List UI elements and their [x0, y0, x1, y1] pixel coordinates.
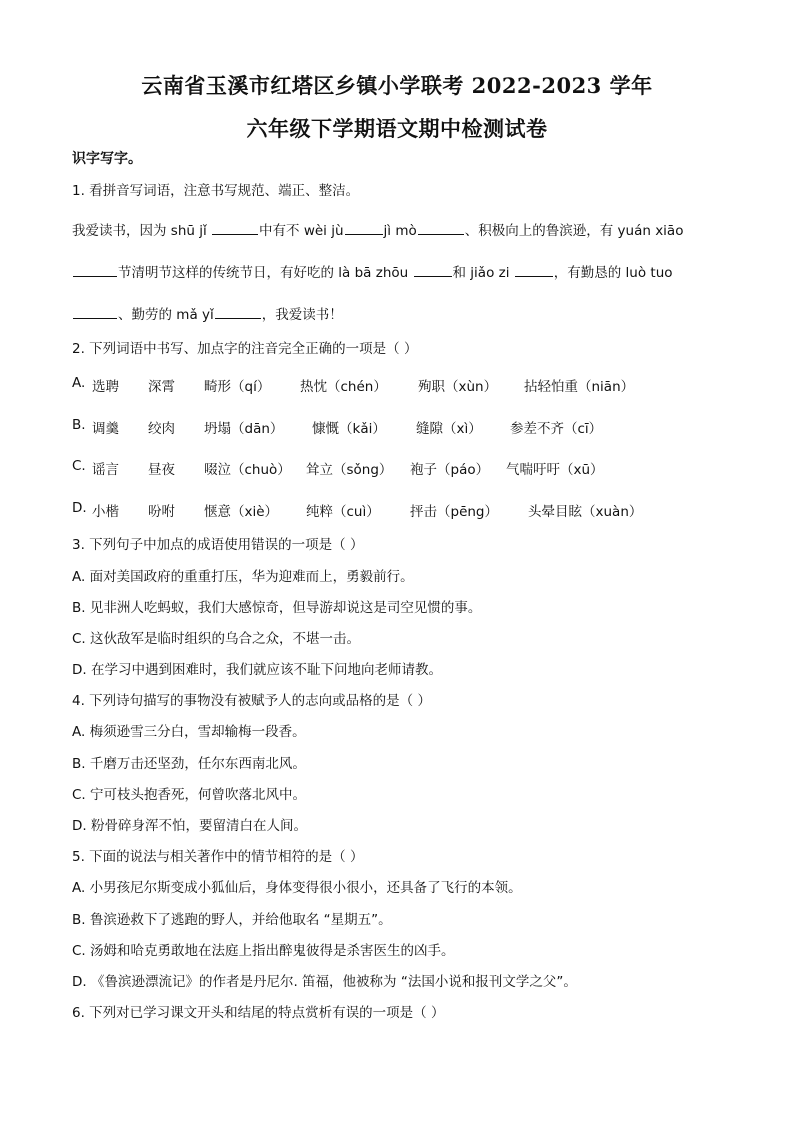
answer-blank[interactable] [215, 304, 261, 319]
option-word: 袍子（páo） [410, 462, 490, 478]
option-word: 参差不齐（cī） [510, 421, 603, 437]
q1-text: 节清明节这样的传统节日，有好吃的 là bā zhōu [118, 265, 413, 281]
option-word: 选聘 [92, 379, 119, 395]
answer-blank[interactable] [73, 262, 117, 277]
option-label: D. [72, 500, 87, 516]
q3-option-c[interactable]: C. 这伙敌军是临时组织的乌合之众，不堪一击。 [72, 631, 361, 647]
answer-blank[interactable] [418, 220, 464, 235]
option-word: 吩咐 [148, 504, 175, 520]
option-word: 拈轻怕重（niān） [524, 379, 635, 395]
q5-option-a[interactable]: A. 小男孩尼尔斯变成小狐仙后，身体变得很小很小，还具备了飞行的本领。 [72, 880, 522, 896]
q1-text: 我爱读书，因为 shū jǐ [72, 223, 212, 239]
q3-stem: 3. 下列句子中加点的成语使用错误的一项是（ ） [72, 537, 364, 553]
q1-line2 [72, 262, 673, 282]
q1-text: 和 jiǎo zi [452, 265, 514, 281]
exam-title-line1: 云南省玉溪市红塔区乡镇小学联考 2022-2023 学年 [141, 73, 653, 98]
q4-stem: 4. 下列诗句描写的事物没有被赋予人的志向或品格的是（ ） [72, 693, 431, 709]
q1-text: 、勤劳的 mǎ yǐ [118, 307, 214, 323]
option-word: 慷慨（kǎi） [312, 421, 386, 437]
q5-option-c[interactable]: C. 汤姆和哈克勇敢地在法庭上指出醉鬼彼得是杀害医生的凶手。 [72, 943, 455, 959]
option-label: B. [72, 417, 86, 433]
option-word: 绞肉 [148, 421, 175, 437]
q1-line1 [72, 220, 683, 240]
option-word: 小楷 [92, 504, 119, 520]
section-heading: 识字写字。 [72, 151, 142, 167]
option-word: 啜泣（chuò） [204, 462, 291, 478]
q4-option-a[interactable]: A. 梅须逊雪三分白，雪却输梅一段香。 [72, 724, 306, 740]
option-word: 坍塌（dān） [204, 421, 284, 437]
q3-option-d[interactable]: D. 在学习中遇到困难时，我们就应该不耻下问地向老师请教。 [72, 662, 442, 678]
q6-stem: 6. 下列对已学习课文开头和结尾的特点赏析有误的一项是（ ） [72, 1005, 445, 1021]
option-label: A. [72, 375, 86, 391]
q3-option-b[interactable]: B. 见非洲人吃蚂蚁，我们大感惊奇，但导游却说这是司空见惯的事。 [72, 600, 482, 616]
answer-blank[interactable] [345, 220, 383, 235]
answer-blank[interactable] [515, 262, 553, 277]
option-word: 热忱（chén） [300, 379, 387, 395]
q5-option-d[interactable]: D. 《鲁滨逊漂流记》的作者是丹尼尔. 笛福，他被称为 “法国小说和报刊文学之父”。 [72, 974, 577, 990]
q1-line3 [72, 304, 343, 324]
option-word: 惬意（xiè） [204, 504, 279, 520]
option-word: 调羹 [92, 421, 119, 437]
option-word: 纯粹（cuì） [306, 504, 380, 520]
q4-option-d[interactable]: D. 粉骨碎身浑不怕，要留清白在人间。 [72, 818, 307, 834]
q4-option-b[interactable]: B. 千磨万击还坚劲，任尔东西南北风。 [72, 756, 306, 772]
option-label: C. [72, 458, 86, 474]
q4-option-c[interactable]: C. 宁可枝头抱香死，何曾吹落北风中。 [72, 787, 307, 803]
answer-blank[interactable] [212, 220, 258, 235]
q5-stem: 5. 下面的说法与相关著作中的情节相符的是（ ） [72, 849, 364, 865]
answer-blank[interactable] [73, 304, 117, 319]
q1-text: ，有勤恳的 luò tuo [553, 265, 673, 281]
q5-option-b[interactable]: B. 鲁滨逊救下了逃跑的野人，并给他取名 “星期五”。 [72, 912, 392, 928]
option-word: 耸立（sǒng） [306, 462, 393, 478]
q1-text: 中有不 wèi jù [259, 223, 344, 239]
q1-text: 、积极向上的鲁滨逊，有 yuán xiāo [464, 223, 684, 239]
option-word: 深霄 [148, 379, 175, 395]
q1-stem: 1. 看拼音写词语，注意书写规范、端正、整洁。 [72, 183, 360, 199]
q2-stem: 2. 下列词语中书写、加点字的注音完全正确的一项是（ ） [72, 341, 418, 357]
option-word: 气喘吁吁（xū） [506, 462, 604, 478]
option-word: 头晕目眩（xuàn） [528, 504, 643, 520]
option-word: 缝隙（xì） [416, 421, 482, 437]
option-word: 谣言 [92, 462, 119, 478]
q1-text: ，我爱读书！ [261, 307, 343, 323]
answer-blank[interactable] [414, 262, 452, 277]
q1-text: jì mò [383, 223, 417, 239]
q3-option-a[interactable]: A. 面对美国政府的重重打压，华为迎难而上，勇毅前行。 [72, 569, 414, 585]
exam-title-line2: 六年级下学期语文期中检测试卷 [246, 116, 548, 141]
option-word: 畸形（qí） [204, 379, 271, 395]
option-word: 殉职（xùn） [418, 379, 498, 395]
option-word: 昼夜 [148, 462, 175, 478]
option-word: 抨击（pēng） [410, 504, 499, 520]
